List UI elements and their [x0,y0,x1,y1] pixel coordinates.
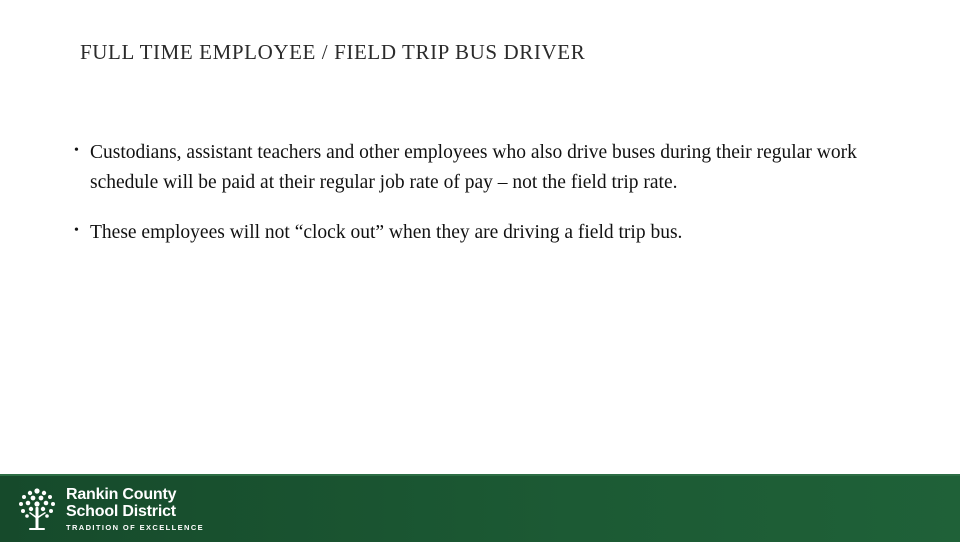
bullet-text: These employees will not “clock out” when they are driving a field trip bus. [90,222,683,243]
district-tagline: TRADITION OF EXCELLENCE [66,523,205,532]
bullet-marker: • [74,143,79,158]
district-name-line1: Rankin County [66,486,177,503]
bullet-list [72,138,862,268]
bullet-marker: • [74,223,79,238]
tree-icon [14,485,60,533]
district-name-line2: School District [66,503,176,520]
slide-title: FULL TIME EMPLOYEE / FIELD TRIP BUS DRIVER [80,40,586,64]
district-wordmark [66,486,204,532]
bullet-item [72,218,862,248]
bullet-text: Custodians, assistant teachers and other employees who also drive buses during their regular work schedule will be paid at their regular job rate of pay – not the field trip rate. [90,142,857,193]
district-logo [14,484,204,534]
bullet-item [72,138,862,198]
footer-band [0,474,960,542]
